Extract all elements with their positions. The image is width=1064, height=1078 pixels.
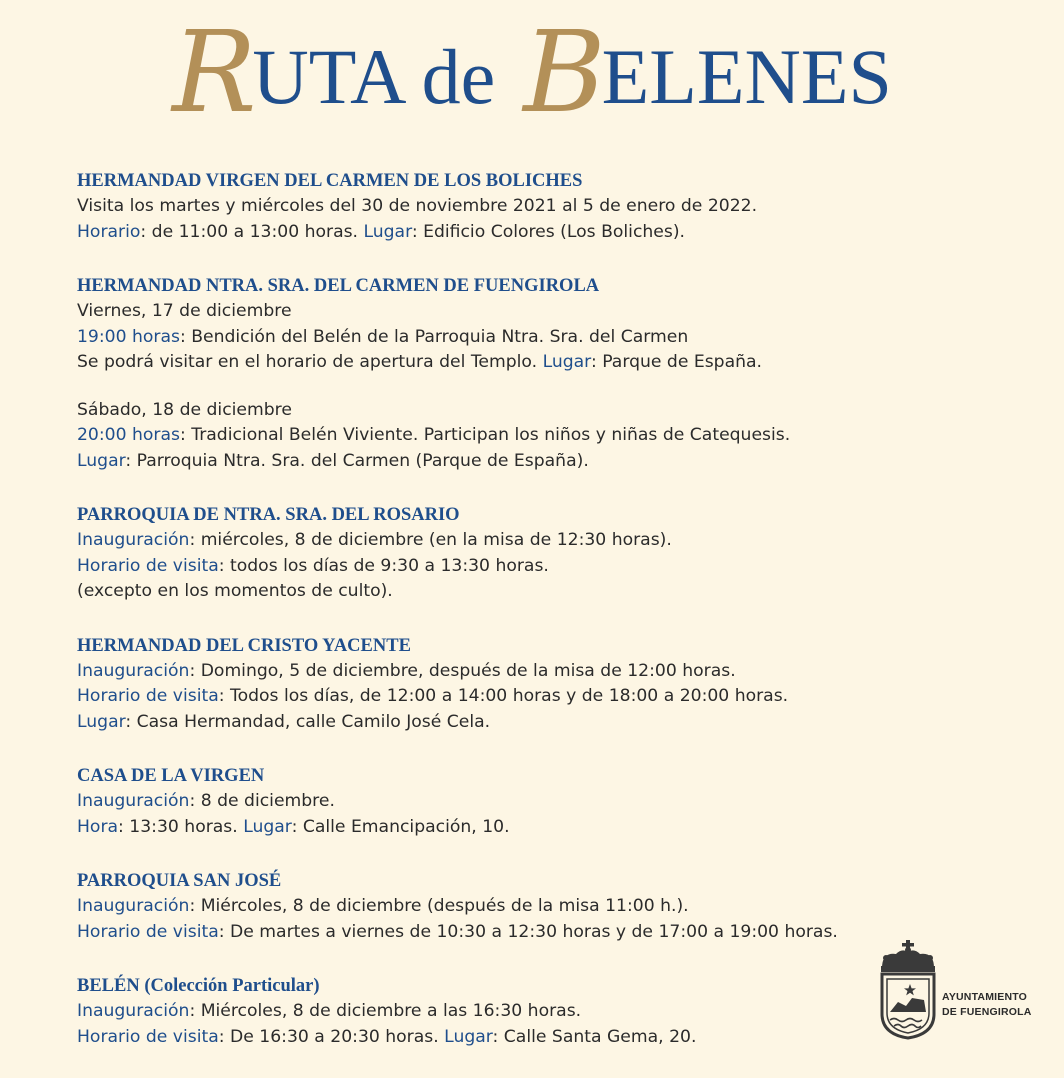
section-heading [77,168,957,194]
schedule-line [77,528,957,554]
section-heading [77,868,957,894]
line-label: Hora [77,816,119,837]
section-heading-text: PARROQUIA SAN JOSÉ [77,871,282,891]
line-text: : 8 de diciembre. [189,791,335,811]
line-text: : De martes a viernes de 10:30 a 12:30 horas y de 17:00 a 19:00 horas. [218,921,838,942]
section-heading-suffix: (Colección Particular) [139,976,320,996]
line-text: : De 16:30 a 20:30 horas. [218,1026,445,1047]
section-heading-text: HERMANDAD VIRGEN DEL CARMEN DE LOS BOLICHES [77,171,583,191]
line-label: Horario de visita [77,1026,219,1047]
line-label: 19:00 horas [77,326,180,347]
schedule-line [77,299,957,325]
line-text: : de 11:00 a 13:00 horas. [140,221,364,242]
schedule-line [77,920,957,946]
section-heading [77,273,957,299]
section-heading [77,763,957,789]
line-label: Lugar [444,1026,493,1047]
schedule-line [77,684,957,710]
line-text: : Todos los días, de 12:00 a 14:00 horas y de 18:00 a 20:00 horas. [218,686,789,706]
line-label: Lugar [77,450,126,471]
schedule-section [77,273,957,376]
schedule-section [77,763,957,840]
schedule-line [77,815,957,841]
municipal-logo [876,940,1046,1040]
line-text: : Parque de España. [590,352,763,372]
line-label: Inauguración [77,791,190,811]
schedule-line [77,325,957,351]
line-label: Inauguración [77,896,190,916]
line-text: : Miércoles, 8 de diciembre a las 16:30 horas. [189,1001,582,1021]
schedule-section [77,868,957,945]
line-label: Horario de visita [77,921,219,942]
logo-caption [942,990,1032,1020]
schedule-line [77,789,957,815]
line-label: Horario de visita [77,686,219,706]
schedule-section [77,973,957,1050]
schedule-section [77,168,957,245]
section-heading-text: PARROQUIA DE NTRA. SRA. DEL ROSARIO [77,505,460,525]
title-initial-r: R [172,8,257,138]
line-text: : Miércoles, 8 de diciembre (después de la misa 11:00 h.). [189,896,689,916]
schedule-line [77,1025,957,1051]
schedule-line [77,194,957,220]
section-heading [77,633,957,659]
title-word-belenes: ELENES [601,33,892,120]
schedule-section [77,633,957,736]
line-text: : Calle Santa Gema, 20. [492,1026,697,1047]
line-text: : todos los días de 9:30 a 13:30 horas. [218,555,549,576]
line-text: : Domingo, 5 de diciembre, después de la misa de 12:00 horas. [189,660,736,681]
title-initial-b: B [523,8,606,138]
line-label: Horario [77,221,141,242]
section-heading-text: HERMANDAD NTRA. SRA. DEL CARMEN DE FUENGIROLA [77,276,600,296]
line-label: Lugar [363,221,412,242]
line-text: : Calle Emancipación, 10. [291,816,510,837]
section-heading-text: HERMANDAD DEL CRISTO YACENTE [77,635,411,656]
line-label: Inauguración [77,530,190,550]
line-text: : Bendición del Belén de la Parroquia Ntra. Sra. del Carmen [179,326,689,347]
schedule-line [77,659,957,685]
schedule-line [77,449,957,475]
line-text: : Parroquia Ntra. Sra. del Carmen (Parque de España). [125,450,589,471]
schedule-line [77,423,957,449]
line-text: Sábado, 18 de diciembre [77,399,292,420]
section-heading [77,502,957,528]
line-label: Inauguración [77,660,190,681]
schedule-line [77,710,957,736]
title-word-ruta: UTA [252,33,403,120]
line-text: : Tradicional Belén Viviente. Participan los niños y niñas de Catequesis. [179,425,791,445]
line-label: Lugar [243,816,292,837]
line-text: Se podrá visitar en el horario de apertura del Templo. [77,352,543,372]
section-heading-text: CASA DE LA VIRGEN [77,766,265,786]
line-label: Inauguración [77,1001,190,1021]
line-text: Viernes, 17 de diciembre [77,301,292,321]
line-label: 20:00 horas [77,425,180,445]
line-text: (excepto en los momentos de culto). [77,581,393,601]
line-text: : Edificio Colores (Los Boliches). [411,221,685,242]
logo-line-1: AYUNTAMIENTO [942,991,1028,1003]
line-label: Horario de visita [77,555,219,576]
line-label: Lugar [77,711,126,732]
logo-line-2: DE FUENGIROLA [942,1006,1032,1018]
schedule-line [77,350,957,376]
schedule-line [77,220,957,246]
schedule-section [77,398,957,475]
schedule-list [77,168,957,1078]
schedule-line [77,579,957,605]
line-text: : miércoles, 8 de diciembre (en la misa de 12:30 horas). [189,530,672,550]
schedule-line [77,554,957,580]
line-text: : Casa Hermandad, calle Camilo José Cela. [125,711,491,732]
title-word-de: de [421,33,496,120]
schedule-line [77,398,957,424]
line-label: Lugar [542,352,591,372]
schedule-section [77,502,957,605]
section-heading [77,973,957,999]
coat-of-arms-icon [876,940,940,1040]
schedule-line [77,999,957,1025]
section-heading-text: BELÉN [77,976,140,996]
page-title [0,8,1064,138]
schedule-line [77,894,957,920]
line-text: : 13:30 horas. [118,816,244,837]
line-text: Visita los martes y miércoles del 30 de noviembre 2021 al 5 de enero de 2022. [77,196,758,216]
